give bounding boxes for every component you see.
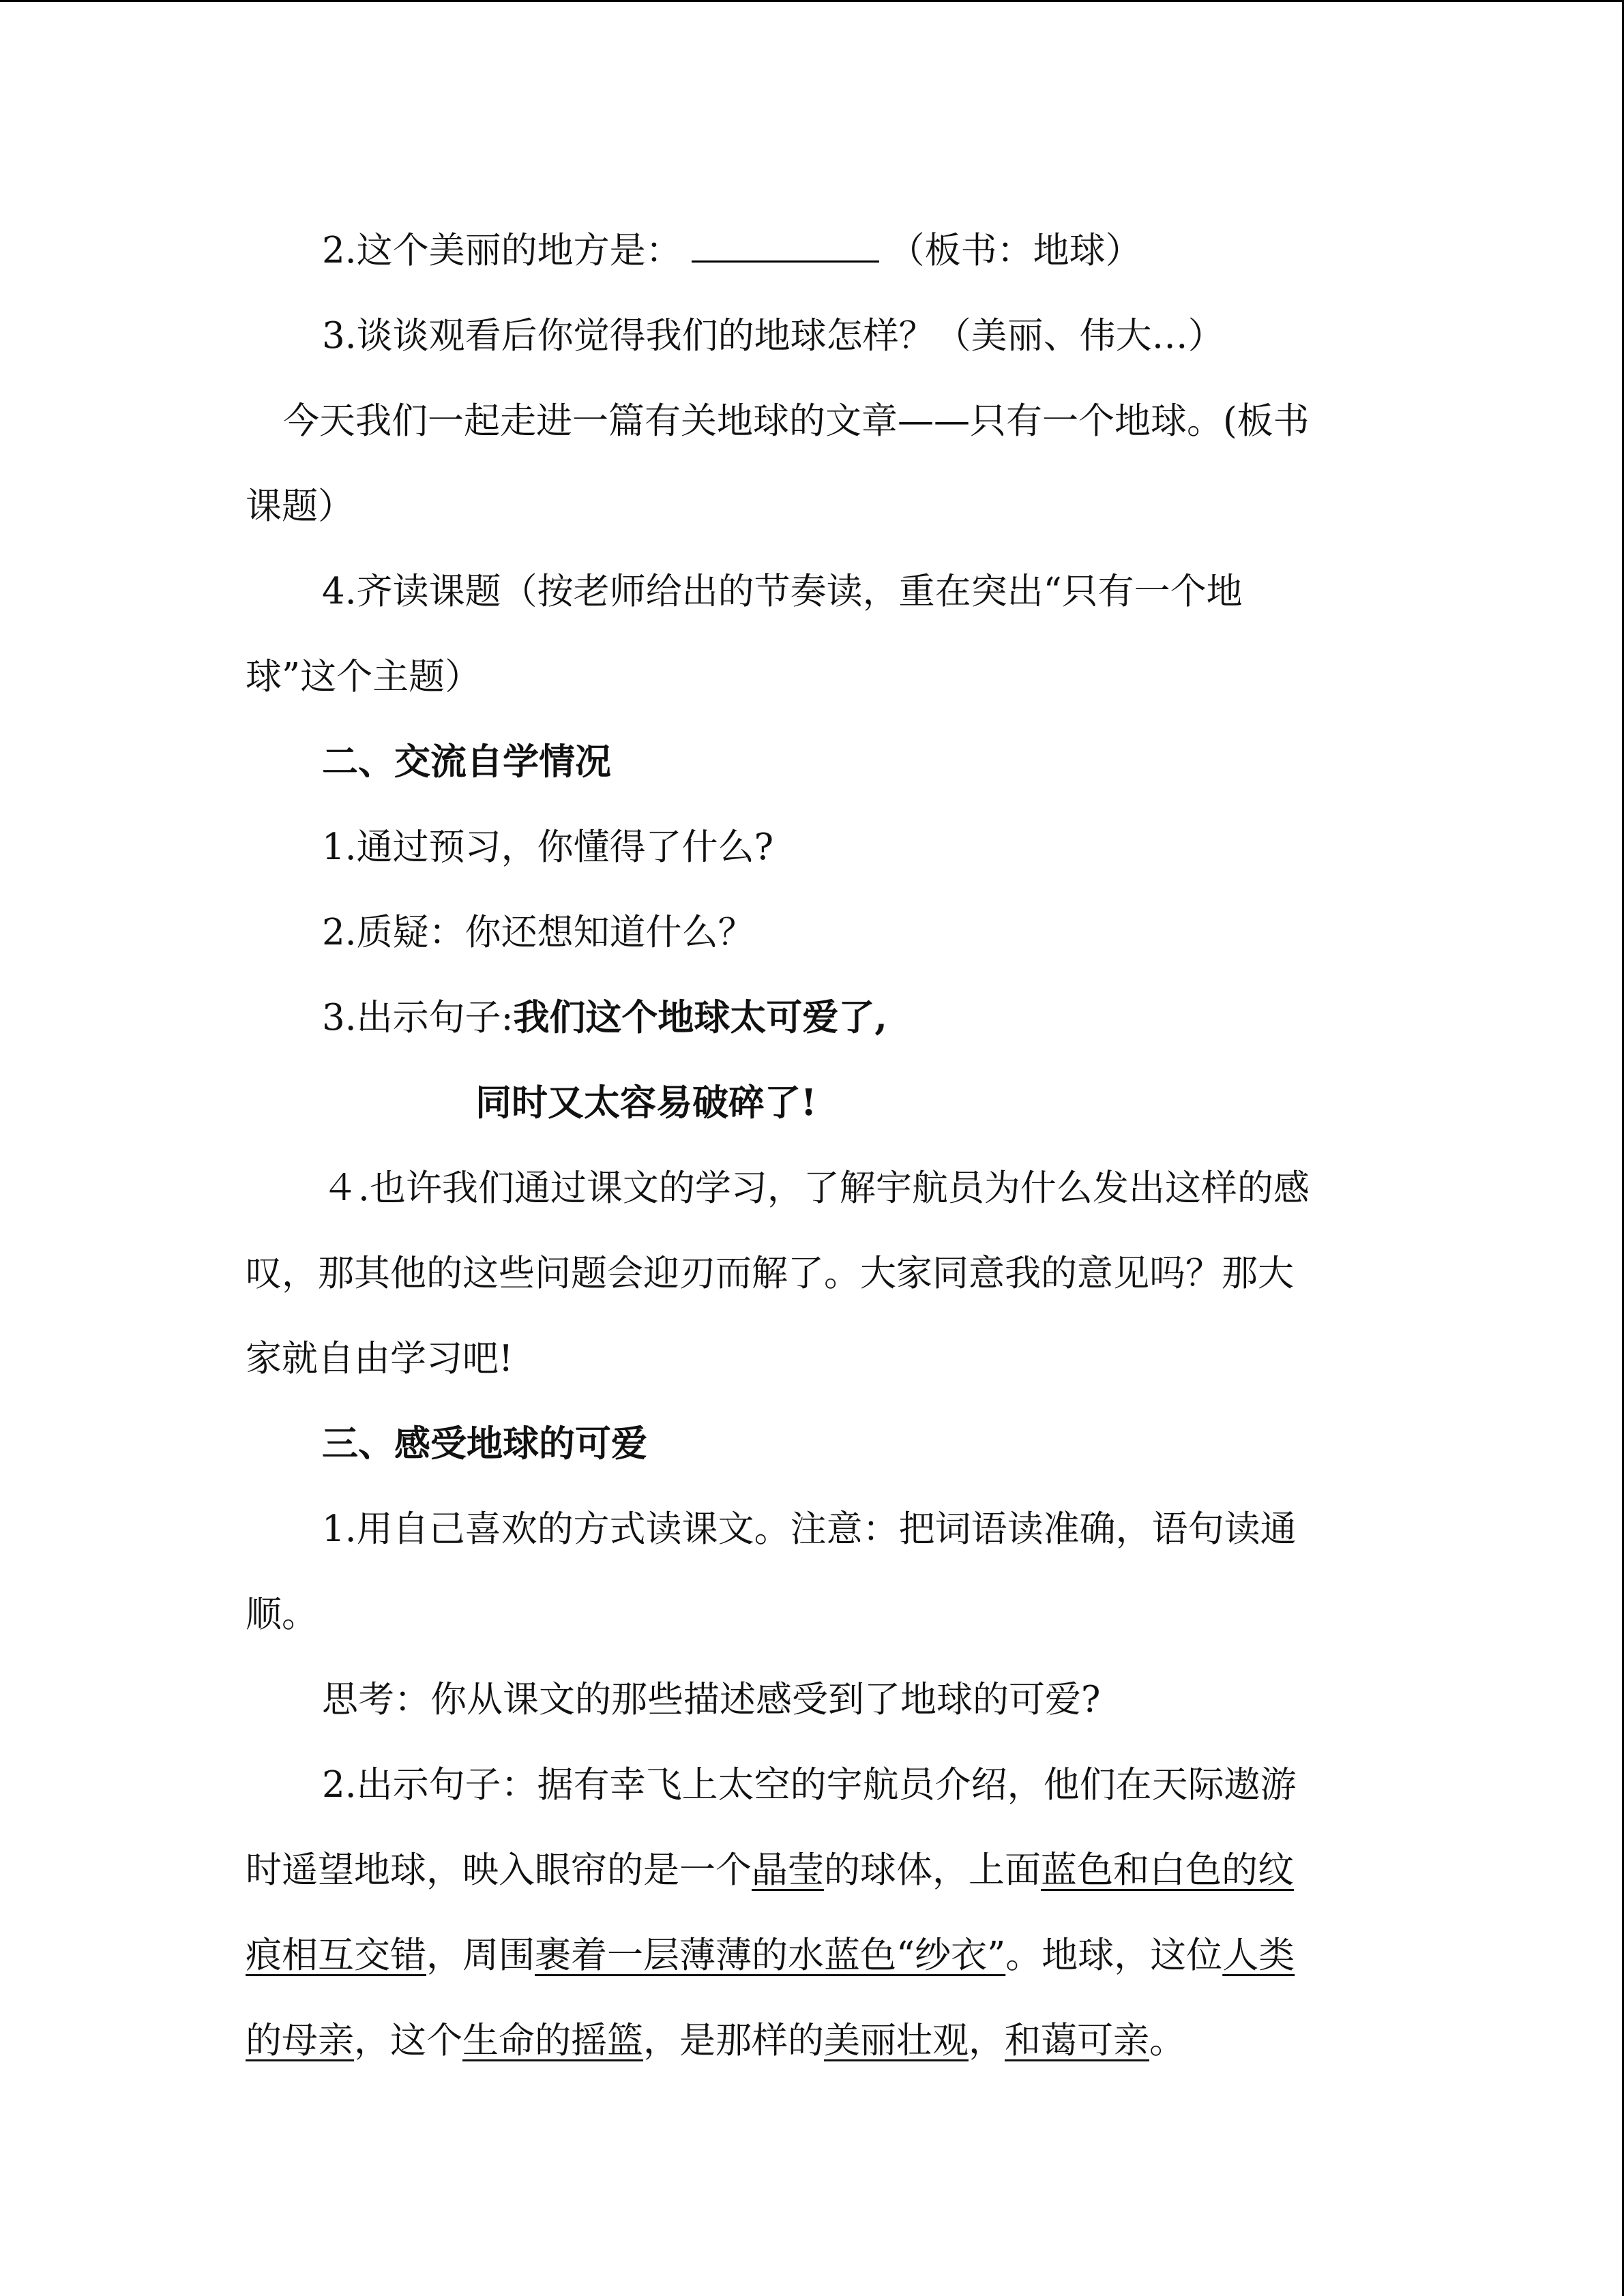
paragraph-item-3: [246, 975, 1378, 1060]
section-heading-2: 二、交流自学情况: [322, 741, 611, 783]
paragraph-question-2: [246, 208, 1378, 293]
underlined-phrase: 裹着一层薄薄的水蓝色“纱衣”: [535, 1935, 1006, 1976]
quoted-sentence-cont: 同时又太容易破碎了!: [475, 1082, 817, 1124]
paragraph-question-4: 4.齐读课题（按老师给出的节奏读，重在突出“只有一个地: [322, 571, 1243, 612]
paragraph-think: 思考：你从课文的那些描述感受到了地球的可爱?: [322, 1679, 1101, 1720]
paragraph-intro: 今天我们一起走进一篇有关地球的文章——只有一个地球。(板书: [283, 400, 1310, 442]
text: 2.这个美丽的地方是：: [322, 230, 682, 271]
text: 时遥望地球，映入眼帘的是一个: [246, 1849, 752, 1891]
underlined-phrase: 人类: [1222, 1935, 1295, 1976]
underlined-phrase: 晶莹: [752, 1849, 824, 1891]
underlined-phrase: 生命的摇篮: [462, 2020, 643, 2061]
text: 的球体，上面: [824, 1849, 1041, 1891]
paragraph-item-4: ４.也许我们通过课文的学习，了解宇航员为什么发出这样的感: [322, 1167, 1310, 1209]
underlined-phrase: 蓝色和白色的纹: [1041, 1849, 1294, 1891]
paragraph-read-2-cont-3: [246, 1998, 1378, 2083]
paragraph-item-1: 1.通过预习，你懂得了什么?: [322, 826, 773, 868]
text: 。地球，这位: [1005, 1935, 1223, 1976]
text: （板书：地球）: [888, 230, 1142, 271]
paragraph-item-4-cont-2: 家就自由学习吧!: [246, 1338, 514, 1380]
paragraph-read-1: 1.用自己喜欢的方式读课文。注意：把词语读准确，语句读通: [322, 1508, 1297, 1550]
quoted-sentence: 我们这个地球太可爱了,: [513, 996, 887, 1039]
text: ，这个: [354, 2020, 462, 2061]
text: 。: [1149, 2020, 1185, 2061]
paragraph-read-1-cont: 顺。: [246, 1594, 318, 1635]
underlined-phrase: 痕相互交错: [246, 1935, 426, 1976]
underlined-phrase: 美丽壮观: [824, 2020, 969, 2061]
text: ，是那样的: [643, 2020, 824, 2061]
fill-in-blank: [692, 236, 879, 263]
paragraph-read-2: 2.出示句子：据有幸飞上太空的宇航员介绍，他们在天际遨游: [322, 1764, 1297, 1806]
text: 3.出示句子:: [322, 997, 514, 1039]
paragraph-question-4-cont: 球”这个主题）: [246, 656, 482, 698]
text: ，周围: [426, 1935, 535, 1976]
document-body: [246, 208, 1378, 2083]
section-heading-3: 三、感受地球的可爱: [322, 1422, 647, 1465]
paragraph-read-2-cont-2: [246, 1913, 1378, 1998]
paragraph-question-3: 3.谈谈观看后你觉得我们的地球怎样？（美丽、伟大…）: [322, 315, 1224, 357]
underlined-phrase: 的母亲: [246, 2020, 354, 2061]
underlined-phrase: 和蔼可亲: [1005, 2020, 1149, 2061]
paragraph-intro-cont: 课题）: [246, 486, 354, 527]
text: ，: [969, 2020, 1005, 2061]
paragraph-read-2-cont: [246, 1828, 1378, 1913]
paragraph-item-2: 2.质疑：你还想知道什么？: [322, 912, 754, 953]
paragraph-item-4-cont: 叹，那其他的这些问题会迎刃而解了。大家同意我的意见吗？那大: [246, 1253, 1294, 1294]
